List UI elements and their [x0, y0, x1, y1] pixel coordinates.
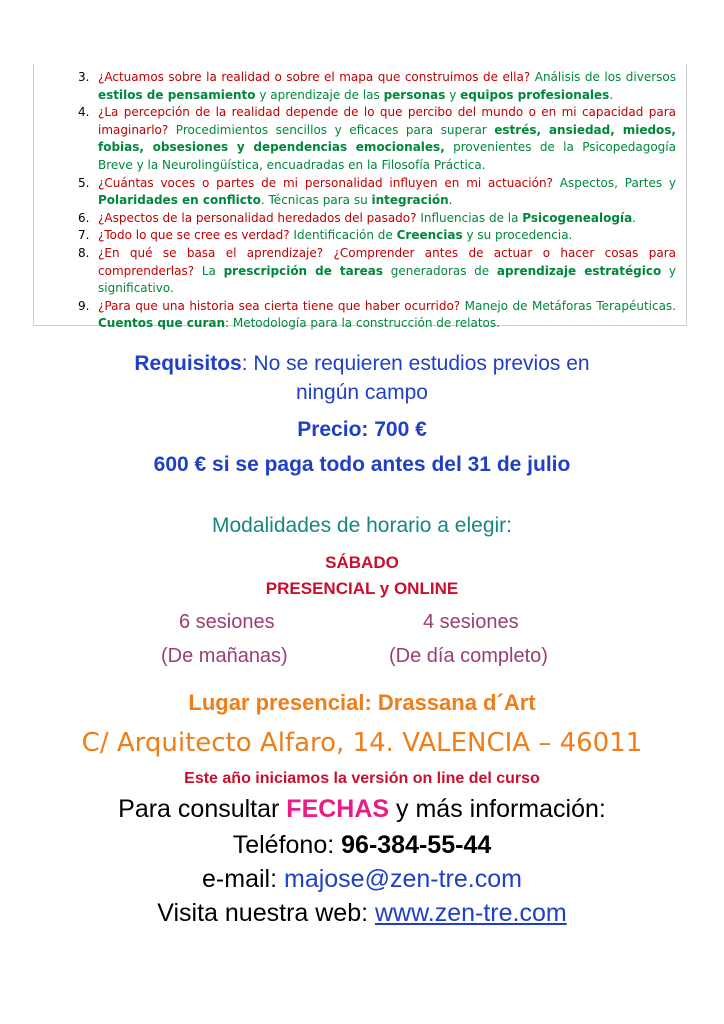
- topic-text: generadoras de: [383, 263, 497, 278]
- topic-text: Análisis de los diversos: [530, 70, 677, 84]
- topic-text: estrés, ansiedad, miedos, fobias, obsesiones y dependencias emocionales,: [98, 122, 676, 155]
- email-address[interactable]: majose@zen-tre.com: [284, 865, 522, 893]
- address: C/ Arquitecto Alfaro, 14. VALENCIA – 46011: [81, 728, 643, 758]
- phone-label: Teléfono:: [232, 831, 342, 859]
- topic-text: y: [445, 87, 461, 102]
- topic-text: Polaridades en conflicto: [98, 193, 261, 208]
- consult-pre: Para consultar: [118, 795, 287, 823]
- topic-item: [70, 227, 676, 245]
- web-line: [0, 899, 724, 928]
- topic-number: 8.: [78, 245, 90, 260]
- topic-text: La: [194, 263, 224, 278]
- topic-item: [70, 210, 676, 228]
- topic-number: 7.: [78, 228, 90, 243]
- phone-number: 96-384-55-44: [341, 831, 492, 859]
- topic-question: ¿En qué se basa el aprendizaje? ¿Comprender antes de actuar o hacer cosas para comprenderlas?: [98, 245, 676, 278]
- online-note: Este año iniciamos la versión on line del curso: [184, 770, 540, 787]
- topic-number: 6.: [78, 210, 90, 225]
- price: Precio: 700 €: [297, 418, 427, 441]
- web-label: Visita nuestra web:: [157, 899, 375, 927]
- topic-text: aprendizaje estratégico: [496, 263, 662, 278]
- option-sessions-2: 4 sesiones: [423, 611, 519, 633]
- phone-line: [0, 831, 724, 860]
- topic-number: 5.: [78, 175, 90, 190]
- requisitos-label: Requisitos: [134, 352, 242, 375]
- topic-text: integración: [371, 193, 449, 208]
- topic-text: equipos profesionales: [460, 87, 610, 102]
- topic-text: Creencias: [396, 228, 463, 243]
- presencial-online-label: PRESENCIAL y ONLINE: [265, 579, 459, 598]
- topic-item: [70, 104, 676, 174]
- requisitos-line1: [0, 352, 724, 376]
- discount: 600 € si se paga todo antes del 31 de julio: [153, 453, 571, 476]
- topic-number: 3.: [78, 70, 90, 84]
- topic-text: Aspectos, Partes y: [552, 175, 676, 190]
- topic-text: Identificación de: [289, 228, 397, 243]
- web-link[interactable]: www.zen-tre.com: [375, 899, 567, 927]
- topic-text: prescripción de tareas: [223, 263, 384, 278]
- topic-text: Cuentos que curan: [98, 316, 225, 331]
- topic-item: [70, 298, 676, 333]
- consult-post: y más información:: [389, 795, 606, 823]
- venue: Lugar presencial: Drassana d´Art: [188, 690, 536, 715]
- topic-text: .: [609, 87, 614, 102]
- requisitos-text: : No se requieren estudios previos en: [241, 352, 590, 375]
- topic-text: Psicogenealogía: [522, 210, 633, 225]
- topic-text: : Metodología para la construcción de relatos.: [225, 316, 500, 331]
- option-detail-1: (De mañanas): [161, 645, 288, 667]
- modalidades-heading: Modalidades de horario a elegir:: [211, 514, 513, 537]
- topic-question: ¿La percepción de la realidad depende de lo que percibo del mundo o en mi capacidad para imaginarlo?: [98, 105, 676, 137]
- topic-text: y su procedencia.: [462, 228, 573, 243]
- option-sessions-1: 6 sesiones: [179, 611, 275, 633]
- topic-question: ¿Actuamos sobre la realidad o sobre el mapa que construimos de ella?: [98, 70, 531, 84]
- topic-text: personas: [383, 87, 446, 102]
- topic-item: [70, 245, 676, 298]
- email-line: [0, 865, 724, 894]
- requisitos-line2: ningún campo: [296, 381, 428, 404]
- fechas-highlight: FECHAS: [286, 795, 390, 823]
- option-detail-2: (De día completo): [389, 645, 548, 667]
- topic-text: provenientes de la Psicopedagogía Breve y la Neurolingüística, encuadradas en la Filosofía Práctica.: [98, 140, 676, 172]
- topic-question: ¿Cuántas voces o partes de mi personalidad influyen en mi actuación?: [98, 175, 553, 190]
- sabado-label: SÁBADO: [325, 553, 399, 572]
- topic-item: [70, 69, 676, 104]
- topic-text: y significativo.: [98, 263, 676, 296]
- topic-text: Manejo de Metáforas Terapéuticas.: [460, 298, 677, 313]
- topic-number: 9.: [78, 298, 90, 313]
- email-label: e-mail:: [202, 865, 284, 893]
- topic-text: .: [632, 210, 636, 225]
- topics-list: [70, 69, 676, 333]
- topic-question: ¿Todo lo que se cree es verdad?: [98, 228, 290, 243]
- topic-text: .: [448, 193, 453, 208]
- topic-text: . Técnicas para su: [260, 193, 372, 208]
- consult-line: [0, 795, 724, 824]
- topic-item: [70, 175, 676, 210]
- topic-question: ¿Aspectos de la personalidad heredados del pasado?: [98, 210, 417, 225]
- topic-question: ¿Para que una historia sea cierta tiene que haber ocurrido?: [98, 298, 461, 313]
- topic-text: y aprendizaje de las: [255, 87, 384, 102]
- topic-text: estilos de pensamiento: [98, 87, 256, 102]
- topic-text: Influencias de la: [416, 210, 523, 225]
- topic-number: 4.: [78, 105, 90, 120]
- topic-text: Procedimientos sencillos y eficaces para superar: [168, 122, 495, 137]
